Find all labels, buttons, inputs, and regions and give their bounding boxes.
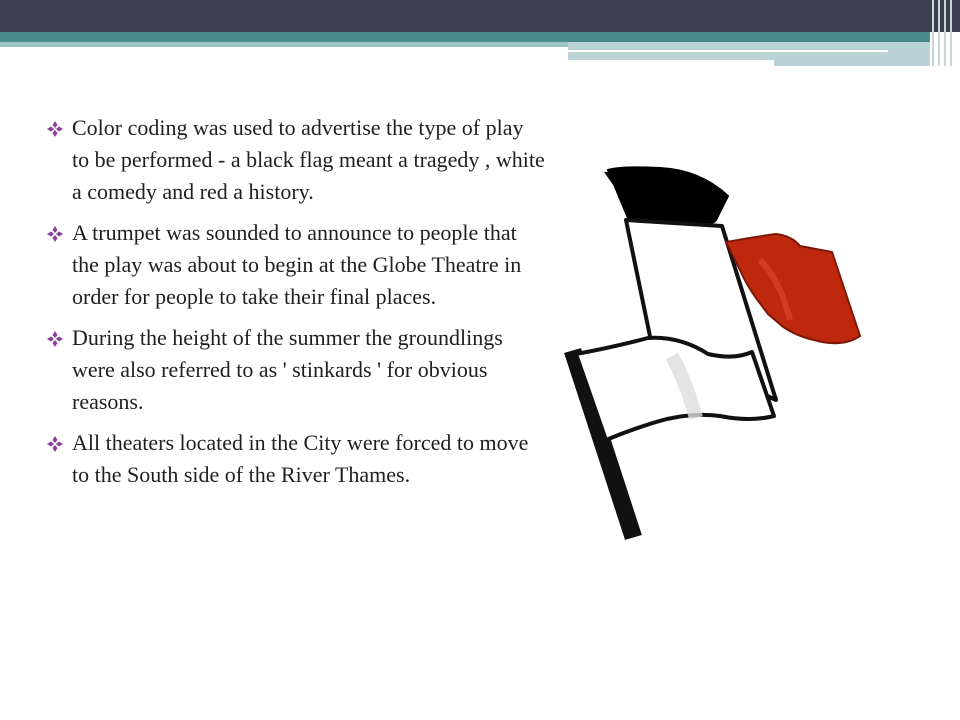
bullet-list (46, 112, 546, 500)
header-accent-line (568, 60, 774, 66)
bullet-item (46, 427, 546, 491)
bullet-item (46, 322, 546, 418)
diamond-quad-bullet-icon (46, 120, 64, 138)
diamond-quad-bullet-icon (46, 225, 64, 243)
white-flag (576, 338, 774, 440)
header-band (0, 32, 930, 42)
bullet-item (46, 217, 546, 313)
bullet-text: All theaters located in the City were forced to move to the South side of the River Thames. (72, 430, 529, 487)
flags-image (560, 150, 880, 550)
top-bar (0, 0, 960, 32)
diamond-quad-bullet-icon (46, 330, 64, 348)
bullet-text: During the height of the summer the groundlings were also referred to as ' stinkards ' for obvious reasons. (72, 325, 503, 414)
bullet-text: Color coding was used to advertise the type of play to be performed - a black flag meant a tragedy , white a comedy and red a history. (72, 115, 545, 204)
header-accent-line (568, 50, 888, 52)
bullet-item (46, 112, 546, 208)
header-accent-stripe (0, 42, 568, 47)
bullet-text: A trumpet was sounded to announce to people that the play was about to begin at the Globe Theatre in order for people to take their final places. (72, 220, 522, 309)
black-flag (608, 167, 728, 225)
diamond-quad-bullet-icon (46, 435, 64, 453)
corner-stripes (930, 0, 960, 66)
